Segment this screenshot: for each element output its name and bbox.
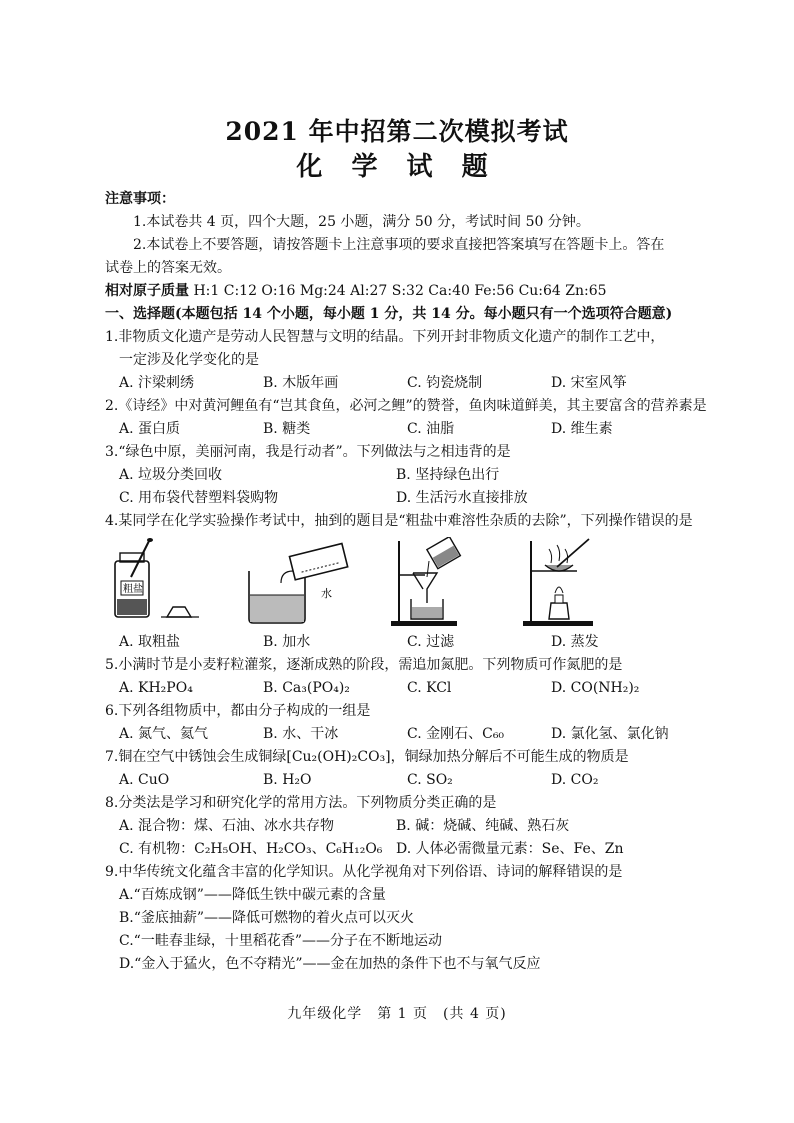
q4-option-a: A. 取粗盐 [119,634,181,650]
q4-options [105,631,717,654]
q7-option-d: D. CO₂ [551,772,599,788]
q1-option-a: A. 汴梁刺绣 [119,375,195,391]
water-label: 水 [321,587,332,600]
q4-option-d: D. 蒸发 [551,634,599,650]
q1-stem: 1.非物质文化遗产是劳动人民智慧与文明的结晶。下列开封非物质文化遗产的制作工艺中， [105,329,665,345]
q9-option-d: D.“金入于猛火，色不夺精光”——金在加热的条件下也不与氧气反应 [119,956,541,972]
q3-option-d: D. 生活污水直接排放 [396,490,528,506]
q7-option-c: C. SO₂ [407,772,453,788]
q1-option-c: C. 钧瓷烧制 [407,375,483,391]
q8-stem: 8.分类法是学习和研究化学的常用方法。下列物质分类正确的是 [105,795,497,811]
q2-option-b: B. 糖类 [263,421,311,437]
add-water-figure [241,537,351,629]
section-heading: 一、选择题(本题包括 14 个小题，每小题 1 分，共 14 分。每小题只有一个选项符合题意) [105,306,673,322]
q7-options [105,769,717,792]
page-footer: 九年级化学 第 1 页 (共 4 页) [287,1006,507,1022]
q9-stem: 9.中华传统文化蕴含丰富的化学知识。从化学视角对下列俗语、诗词的解释错误的是 [105,864,623,880]
q6-option-d: D. 氯化氢、氯化钠 [551,726,669,742]
q2-options [105,418,717,441]
q8-option-c: C. 有机物：C₂H₅OH、H₂CO₃、C₆H₁₂O₆ [119,841,383,857]
notice-item-1: 1.本试卷共 4 页，四个大题，25 小题，满分 50 分，考试时间 50 分钟。 [133,214,590,230]
q3-stem: 3.“绿色中原，美丽河南，我是行动者”。下列做法与之相违背的是 [105,444,511,460]
q8-option-d: D. 人体必需微量元素：Se、Fe、Zn [396,841,624,857]
q1-option-b: B. 木版年画 [263,375,339,391]
q9-option-b: B.“釜底抽薪”——降低可燃物的着火点可以灭火 [119,910,415,926]
notice-item-2-cont: 试卷上的答案无效。 [105,260,231,276]
q5-option-d: D. CO(NH₂)₂ [551,680,640,696]
exam-content [105,188,717,976]
q1-options [105,372,717,395]
q6-stem: 6.下列各组物质中，都由分子构成的一组是 [105,703,371,719]
q6-options [105,723,717,746]
atomic-masses-label: 相对原子质量 [105,283,189,299]
q5-options [105,677,717,700]
q2-option-c: C. 油脂 [407,421,455,437]
q1-stem-cont: 一定涉及化学变化的是 [119,352,259,368]
q8-options-row1 [105,815,717,838]
q3-options-row2 [105,487,717,510]
exam-title: 2021 年中招第二次模拟考试 [225,117,569,146]
q9-option-a: A.“百炼成钢”——降低生铁中碳元素的含量 [119,887,386,903]
q7-stem: 7.铜在空气中锈蚀会生成铜绿[Cu₂(OH)₂CO₃]，铜绿加热分解后不可能生成的物质是 [105,749,629,765]
atomic-masses [105,280,717,303]
q4-figures [105,537,717,629]
q8-option-b: B. 碱：烧碱、纯碱、熟石灰 [396,818,570,834]
q2-stem: 2.《诗经》中对黄河鲤鱼有“岂其食鱼，必河之鲤”的赞誉，鱼肉味道鲜美，其主要富含的营养素是 [105,398,707,414]
notice-heading: 注意事项： [105,191,175,207]
q6-option-b: B. 水、干冰 [263,726,339,742]
q1-option-d: D. 宋室风筝 [551,375,627,391]
q3-option-a: A. 垃圾分类回收 [119,467,223,483]
q6-option-c: C. 金刚石、C₆₀ [407,726,505,742]
evaporate-figure [519,537,619,629]
q3-options-row1 [105,464,717,487]
q3-option-c: C. 用布袋代替塑料袋购物 [119,490,279,506]
q5-option-a: A. KH₂PO₄ [119,680,193,696]
q4-stem: 4.某同学在化学实验操作考试中，抽到的题目是“粗盐中难溶性杂质的去除”，下列操作错误的是 [105,513,693,529]
atomic-masses-values: H:1 C:12 O:16 Mg:24 Al:27 S:32 Ca:40 Fe:56 Cu:64 Zn:65 [193,283,607,299]
notice-item-2: 2.本试卷上不要答题，请按答题卡上注意事项的要求直接把答案填写在答题卡上。答在 [133,237,665,253]
q2-option-d: D. 维生素 [551,421,613,437]
q4-option-b: B. 加水 [263,634,311,650]
salt-jar-label: 粗盐 [123,584,143,595]
q7-option-a: A. CuO [119,772,170,788]
q3-option-b: B. 坚持绿色出行 [396,467,500,483]
filter-figure [385,537,475,629]
q8-options-row2 [105,838,717,861]
q7-option-b: B. H₂O [263,772,312,788]
q5-option-b: B. Ca₃(PO₄)₂ [263,680,350,696]
q4-option-c: C. 过滤 [407,634,455,650]
q2-option-a: A. 蛋白质 [119,421,181,437]
q6-option-a: A. 氮气、氦气 [119,726,209,742]
q9-option-c: C.“一畦春韭绿，十里稻花香”——分子在不断地运动 [119,933,442,949]
q5-stem: 5.小满时节是小麦籽粒灌浆，逐渐成熟的阶段，需追加氮肥。下列物质可作氮肥的是 [105,657,623,673]
q5-option-c: C. KCl [407,680,452,696]
take-salt-figure [109,537,209,629]
q8-option-a: A. 混合物：煤、石油、冰水共存物 [119,818,335,834]
exam-subtitle: 化 学 试 题 [296,152,498,182]
